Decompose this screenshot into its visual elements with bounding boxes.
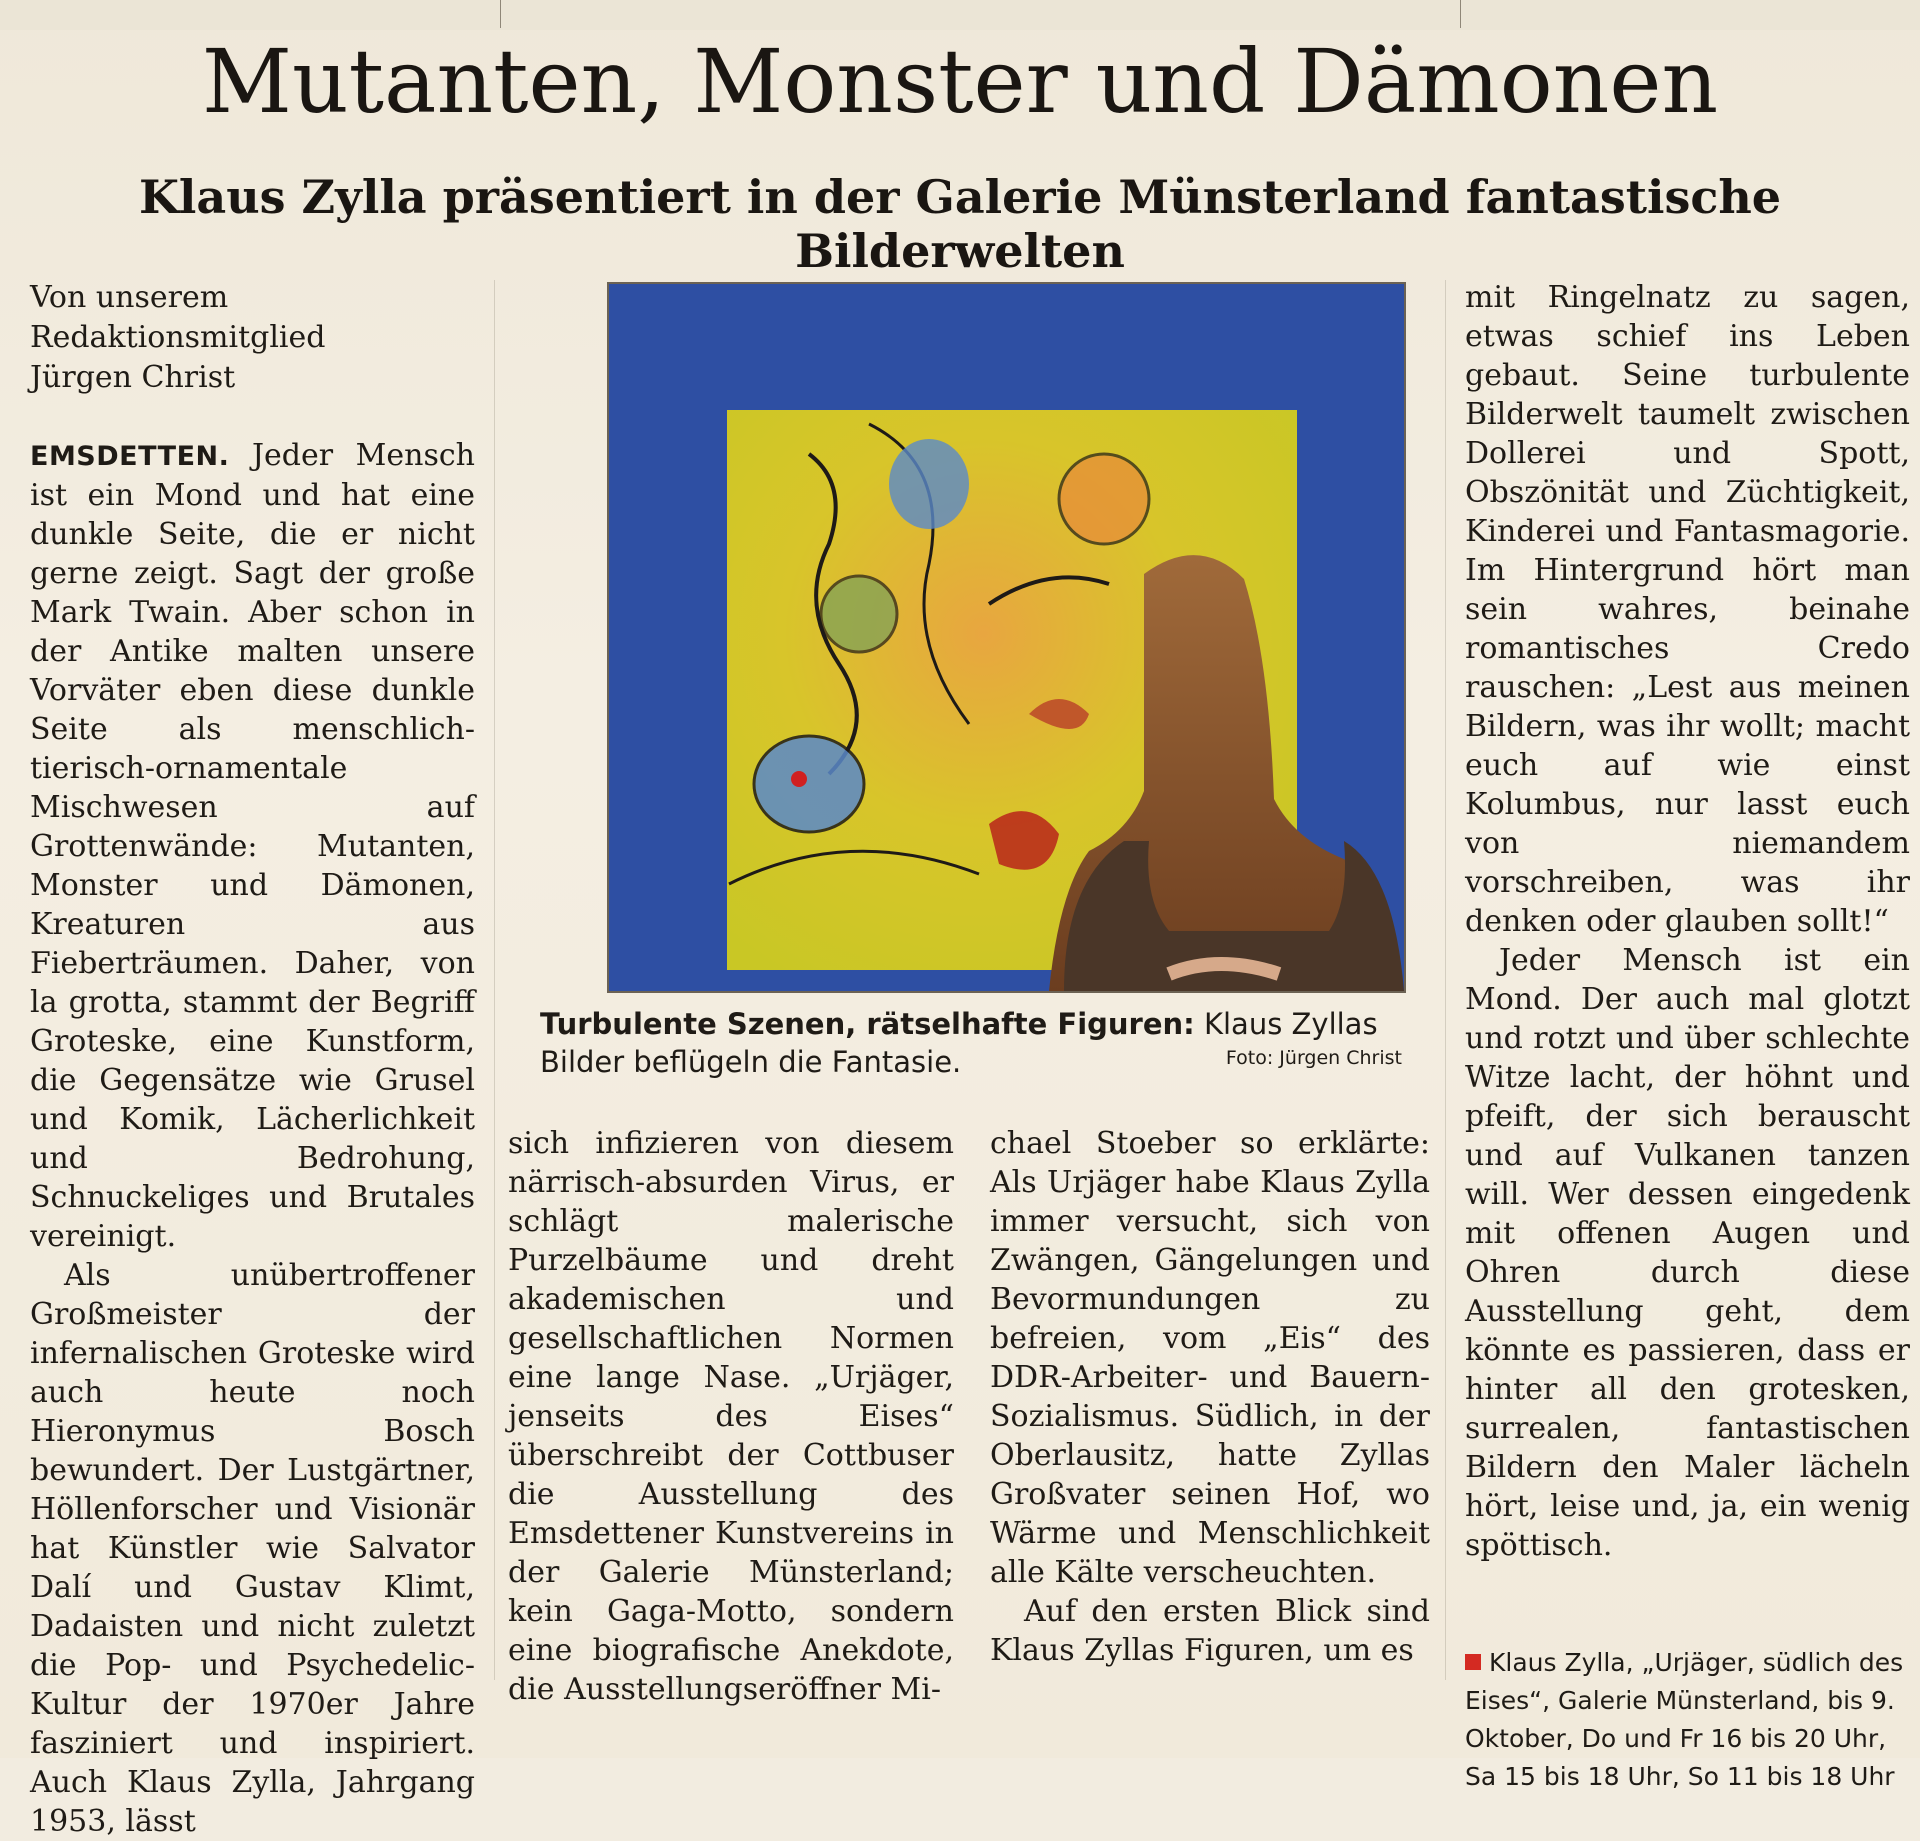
paragraph: Auf den ersten Blick sind Klaus Zyllas Figuren, um es [990,1594,1430,1668]
caption-lead: Turbulente Szenen, rätselhafte Figuren: [540,1007,1195,1041]
exhibition-info [1465,1644,1910,1796]
paragraph-text: Jeder Mensch ist ein Mond und hat eine dunkle Seite, die er nicht gerne zeigt. Sagt der große Mark Twain. Aber schon in der Antike malten unsere Vorväter eben diese dunkle Seite als menschlich-tierisch-ornamentale Mischwesen auf Grottenwände: Mutanten, Monster und Dämonen, Kreaturen aus Fieberträumen. Daher, von la grotta, stammt der Begriff Groteske, eine Kunstform, die Gegensätze wie Grusel und Komik, Lächerlichkeit und Bedrohung, Schnuckeliges und Brutales vereinigt. [30,438,475,1254]
adjacent-page-bleed [0,0,1920,30]
column-rule [494,280,495,1680]
byline-author: Jürgen Christ [30,360,236,395]
byline-line-2: Redaktionsmitglied [30,320,326,355]
column-2 [508,1124,954,1709]
paragraph: sich infizieren von diesem närrisch-absurden Virus, er schlägt malerische Purzelbäume und dreht akademischen und gesellschaftlichen Normen eine lange Nase. „Urjäger, jenseits des Eises“ überschreibt der Cottbuser die Ausstellung des Emsdettener Kunstvereins in der Galerie Münsterland; kein Gaga-Motto, sondern eine biografische Anekdote, die Ausstellungseröffner Mi- [508,1126,954,1707]
orange-head [1059,454,1149,544]
creature-eye [791,771,807,787]
column-3 [990,1124,1430,1670]
paragraph: mit Ringelnatz zu sagen, etwas schief ins Leben gebaut. Seine turbulente Bilderwelt taumelt zwischen Dollerei und Spott, Obszönität und Züchtigkeit, Kinderei und Fantasmagorie. Im Hintergrund hört man sein wahres, beinahe romantisches Credo rauschen: „Lest aus meinen Bildern, was ihr wollt; macht euch auf wie einst Kolumbus, nur lasst euch von niemandem vorschreiben, was ihr denken oder glauben sollt!“ [1465,280,1910,939]
subheadline: Klaus Zylla präsentiert in der Galerie Münsterland fantastische Bilderwelten [138,170,1782,278]
photo-credit: Foto: Jürgen Christ [1225,1047,1402,1069]
info-marker-icon [1465,1654,1481,1670]
column-rule-top-right [1460,0,1461,28]
info-text: Klaus Zylla, „Urjäger, südlich des Eises“, Galerie Münsterland, bis 9. Oktober, Do und Fr 16 bis 20 Uhr, Sa 15 bis 18 Uhr, So 11 bis 18 Uhr [1465,1648,1904,1791]
paragraph [30,436,475,1256]
byline [30,278,475,398]
column-1 [30,278,475,1841]
exhibition-photo [607,282,1406,993]
paragraph: chael Stoeber so erklärte: Als Urjäger habe Klaus Zylla immer versucht, sich von Zwängen, Gängelungen und Bevormundungen zu befreien, vom „Eis“ des DDR-Arbeiter- und Bauern-Sozialismus. Südlich, in der Oberlausitz, hatte Zyllas Großvater seinen Hof, wo Wärme und Menschlichkeit alle Kälte verscheuchten. [990,1126,1430,1590]
caption-text: Klaus Zyllas Bilder beflügeln die Fantasie. [540,1007,1378,1079]
green-figure [821,576,897,652]
blue-figure [889,439,969,529]
paragraph: Als unübertroffener Großmeister der infernalischen Groteske wird auch heute noch Hieronymus Bosch bewundert. Der Lustgärtner, Höllenforscher und Visionär hat Künstler wie Salvator Dalí und Gustav Klimt, Dadaisten und nicht zuletzt die Pop- und Psychedelic-Kultur der 1970er Jahre fasziniert und inspiriert. Auch Klaus Zylla, Jahrgang 1953, lässt [30,1258,475,1839]
dateline: EMSDETTEN. [30,441,230,472]
column-4 [1465,278,1910,1565]
painting-image [609,284,1404,991]
column-rule [1445,280,1446,1680]
paragraph: Jeder Mensch ist ein Mond. Der auch mal glotzt und rotzt und über schlechte Witze lacht, der höhnt und pfeift, der sich berauscht und auf Vulkanen tanzen will. Wer dessen eingedenk mit offenen Augen und Ohren durch diese Ausstellung geht, dem könnte es passieren, dass er hinter all den grotesken, surrealen, fantastischen Bildern den Maler lächeln hört, leise und, ja, ein wenig spöttisch. [1465,943,1910,1563]
column-rule-top-left [500,0,501,28]
headline: Mutanten, Monster und Dämonen [201,30,1719,133]
photo-caption [540,1005,1402,1081]
byline-line-1: Von unserem [30,280,229,315]
creature-face [754,736,864,832]
